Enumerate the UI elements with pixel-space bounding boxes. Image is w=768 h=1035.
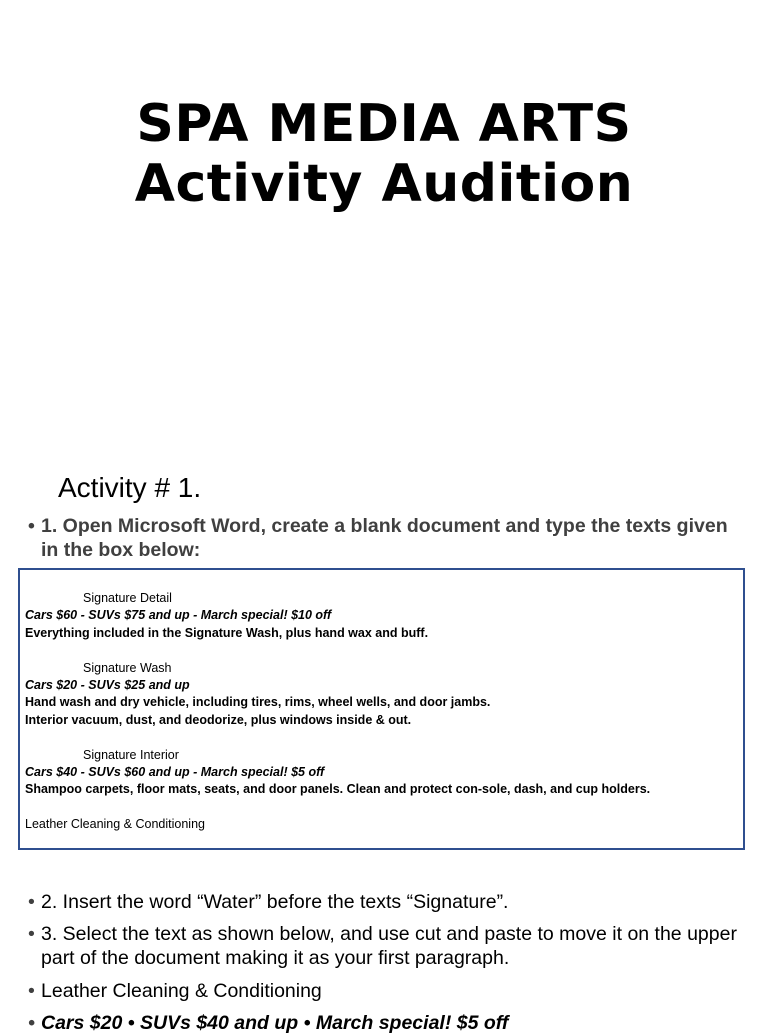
box-interior-price: Cars $40 - SUVs $60 and up - March special! $5 off: [25, 765, 325, 780]
bullet-icon: •: [28, 1012, 35, 1034]
instruction-step-2-text: 2. Insert the word “Water” before the texts “Signature”.: [41, 891, 509, 913]
box-interior-desc: Shampoo carpets, floor mats, seats, and door panels. Clean and protect con-sole, dash, and cup holders.: [25, 782, 651, 797]
bullet-icon: •: [28, 515, 35, 537]
box-detail-desc: Everything included in the Signature Wash, plus hand wax and buff.: [25, 625, 429, 640]
instruction-step-2: [28, 890, 743, 914]
box-detail-heading: Signature Detail: [83, 591, 172, 605]
box-interior-heading: Signature Interior: [83, 747, 179, 762]
instruction-step-1-text: 1. Open Microsoft Word, create a blank document and type the texts given in the box below:: [41, 515, 728, 561]
box-wash-desc-2: Interior vacuum, dust, and deodorize, plus windows inside & out.: [25, 712, 412, 727]
instruction-step-1: [28, 514, 743, 562]
instruction-step-3-text: 3. Select the text as shown below, and use cut and paste to move it on the upper part of the document making it as your first paragraph.: [41, 923, 737, 969]
text-box: [18, 568, 745, 850]
box-wash-heading: Signature Wash: [83, 660, 172, 675]
instruction-step-4: [28, 979, 743, 1003]
bullet-icon: •: [28, 891, 35, 913]
instruction-step-5-text: Cars $20 • SUVs $40 and up • March special! $5 off: [41, 1012, 509, 1034]
title-line-2: Activity Audition: [134, 154, 634, 214]
box-detail-price: Cars $60 - SUVs $75 and up - March special! $10 off: [25, 608, 332, 623]
page-title: [0, 94, 768, 214]
bullet-icon: •: [28, 923, 35, 945]
instruction-step-4-text: Leather Cleaning & Conditioning: [41, 980, 322, 1002]
bullet-icon: •: [28, 980, 35, 1002]
activity-heading: Activity # 1.: [58, 472, 202, 503]
box-leather-heading: Leather Cleaning & Conditioning: [25, 817, 205, 832]
title-line-1: SPA MEDIA ARTS: [136, 94, 632, 154]
box-wash-price: Cars $20 - SUVs $25 and up: [25, 678, 190, 693]
instruction-step-3: [28, 922, 743, 970]
box-wash-desc-1: Hand wash and dry vehicle, including tires, rims, wheel wells, and door jambs.: [25, 695, 491, 710]
instruction-step-5: [28, 1011, 743, 1035]
